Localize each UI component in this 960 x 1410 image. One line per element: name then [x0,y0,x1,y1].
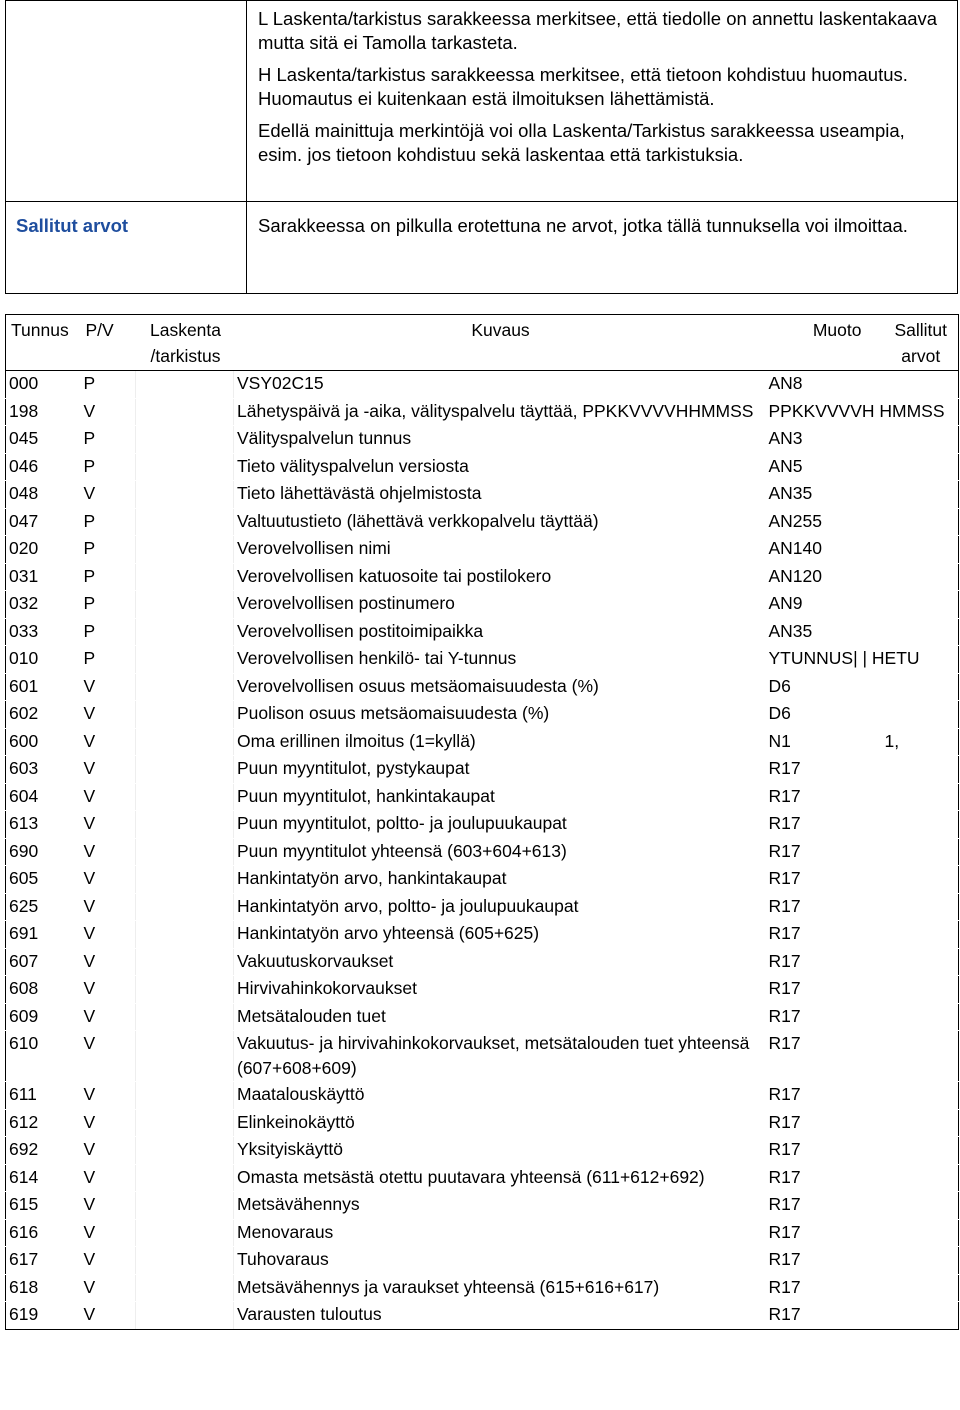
cell-pv: P [81,591,136,619]
cell-pv: P [81,508,136,536]
cell-kuvaus: Metsävähennys [234,1192,766,1220]
cell-muoto: AN9 [766,591,882,619]
cell-kuvaus: Verovelvollisen katuosoite tai postilokero [234,563,766,591]
cell-tunnus: 610 [6,1031,81,1082]
cell-tunnus: 613 [6,811,81,839]
cell-pv: P [81,563,136,591]
cell-tunnus: 048 [6,481,81,509]
cell-kuvaus: Tieto lähettävästä ohjelmistosta [234,481,766,509]
cell-tunnus: 032 [6,591,81,619]
cell-pv: V [81,1274,136,1302]
cell-sallitut [882,1164,959,1192]
cell-muoto: AN3 [766,426,882,454]
cell-kuvaus: Hankintatyön arvo, hankintakaupat [234,866,766,894]
cell-muoto: N1 [766,728,882,756]
cell-sallitut [882,618,959,646]
cell-kuvaus: Vakuutuskorvaukset [234,948,766,976]
cell-sallitut [882,783,959,811]
allowed-values-label: Sallitut arvot [16,215,129,236]
field-table-body [6,371,959,1330]
cell-tunnus: 616 [6,1219,81,1247]
cell-pv: P [81,453,136,481]
cell-kuvaus: Välityspalvelun tunnus [234,426,766,454]
cell-muoto: R17 [766,1031,882,1082]
header-muoto: Muoto [766,315,882,371]
table-row [6,673,959,701]
cell-pv: V [81,893,136,921]
cell-tunnus: 020 [6,536,81,564]
table-row [6,591,959,619]
cell-tunnus: 047 [6,508,81,536]
cell-muoto: R17 [766,921,882,949]
cell-muoto: R17 [766,1003,882,1031]
cell-pv: V [81,1219,136,1247]
cell-muoto: R17 [766,948,882,976]
cell-laskenta [136,563,234,591]
cell-muoto: R17 [766,811,882,839]
cell-laskenta [136,976,234,1004]
cell-laskenta [136,1192,234,1220]
note-multiple: Edellä mainittuja merkintöjä voi olla Laskenta/Tarkistus sarakkeessa useampia, esim. jos tietoon kohdistuu sekä laskentaa että tarkistuksia. [258,120,905,165]
cell-kuvaus: Vakuutus- ja hirvivahinkokorvaukset, metsätalouden tuet yhteensä (607+608+609) [234,1031,766,1082]
cell-laskenta [136,1247,234,1275]
table-row [6,948,959,976]
cell-sallitut [882,921,959,949]
cell-laskenta [136,1003,234,1031]
cell-pv: V [81,1003,136,1031]
cell-kuvaus: Hankintatyön arvo, poltto- ja joulupuukaupat [234,893,766,921]
table-row [6,866,959,894]
cell-laskenta [136,811,234,839]
cell-laskenta [136,921,234,949]
table-row [6,976,959,1004]
cell-sallitut [882,1274,959,1302]
cell-pv: V [81,838,136,866]
cell-sallitut [882,426,959,454]
cell-pv: V [81,756,136,784]
table-row [6,536,959,564]
cell-tunnus: 617 [6,1247,81,1275]
cell-sallitut [882,1219,959,1247]
cell-tunnus: 605 [6,866,81,894]
definitions-row-notes [6,1,958,202]
cell-laskenta [136,1082,234,1110]
cell-tunnus: 618 [6,1274,81,1302]
field-table [5,314,959,1330]
cell-kuvaus: Puun myyntitulot, poltto- ja joulupuukaupat [234,811,766,839]
cell-sallitut [882,563,959,591]
cell-tunnus: 600 [6,728,81,756]
allowed-values-label-cell [6,202,247,294]
cell-kuvaus: Valtuutustieto (lähettävä verkkopalvelu täyttää) [234,508,766,536]
table-row [6,508,959,536]
cell-sallitut [882,701,959,729]
table-row [6,1247,959,1275]
cell-tunnus: 614 [6,1164,81,1192]
header-kuvaus: Kuvaus [234,315,766,371]
definitions-row-allowed [6,202,958,294]
table-row [6,453,959,481]
cell-sallitut [882,673,959,701]
table-row [6,646,959,674]
cell-muoto: R17 [766,783,882,811]
cell-pv: V [81,976,136,1004]
table-row [6,481,959,509]
cell-pv: V [81,1302,136,1330]
cell-sallitut [882,893,959,921]
table-row [6,811,959,839]
cell-tunnus: 692 [6,1137,81,1165]
cell-tunnus: 609 [6,1003,81,1031]
cell-kuvaus: Oma erillinen ilmoitus (1=kyllä) [234,728,766,756]
cell-sallitut [882,756,959,784]
cell-pv: V [81,921,136,949]
cell-laskenta [136,481,234,509]
table-row [6,1192,959,1220]
cell-laskenta [136,728,234,756]
cell-sallitut [882,1003,959,1031]
cell-tunnus: 033 [6,618,81,646]
cell-kuvaus: Metsävähennys ja varaukset yhteensä (615+616+617) [234,1274,766,1302]
cell-laskenta [136,866,234,894]
table-row [6,1082,959,1110]
cell-kuvaus: Puun myyntitulot yhteensä (603+604+613) [234,838,766,866]
table-row [6,563,959,591]
cell-pv: P [81,426,136,454]
table-row [6,426,959,454]
cell-tunnus: 691 [6,921,81,949]
cell-tunnus: 608 [6,976,81,1004]
cell-muoto: R17 [766,1274,882,1302]
cell-muoto: AN8 [766,371,882,399]
cell-tunnus: 690 [6,838,81,866]
cell-pv: V [81,866,136,894]
cell-sallitut [882,1082,959,1110]
cell-sallitut [882,1031,959,1082]
table-row [6,921,959,949]
cell-pv: V [81,811,136,839]
cell-kuvaus: Verovelvollisen nimi [234,536,766,564]
cell-sallitut [882,811,959,839]
cell-pv: P [81,536,136,564]
cell-laskenta [136,1137,234,1165]
cell-laskenta [136,673,234,701]
cell-pv: V [81,673,136,701]
cell-sallitut [882,1192,959,1220]
cell-muoto: R17 [766,1302,882,1330]
table-row [6,1031,959,1082]
cell-tunnus: 010 [6,646,81,674]
cell-kuvaus: Metsätalouden tuet [234,1003,766,1031]
cell-laskenta [136,536,234,564]
cell-kuvaus: Hirvivahinkokorvaukset [234,976,766,1004]
cell-kuvaus: Verovelvollisen postitoimipaikka [234,618,766,646]
cell-pv: V [81,948,136,976]
cell-sallitut [882,591,959,619]
cell-tunnus: 604 [6,783,81,811]
cell-sallitut [882,1302,959,1330]
cell-muoto: D6 [766,701,882,729]
cell-tunnus: 031 [6,563,81,591]
cell-kuvaus: Tieto välityspalvelun versiosta [234,453,766,481]
header-tunnus: Tunnus [6,315,81,371]
table-row [6,1219,959,1247]
cell-pv: V [81,1164,136,1192]
cell-tunnus: 198 [6,398,81,426]
header-laskenta: Laskenta /tarkistus [136,315,234,371]
cell-pv: P [81,646,136,674]
cell-laskenta [136,1219,234,1247]
cell-pv: V [81,1082,136,1110]
cell-muoto: AN5 [766,453,882,481]
cell-tunnus: 612 [6,1109,81,1137]
cell-muoto: R17 [766,1082,882,1110]
cell-sallitut [882,866,959,894]
table-row [6,1302,959,1330]
cell-kuvaus: Puolison osuus metsäomaisuudesta (%) [234,701,766,729]
cell-tunnus: 046 [6,453,81,481]
cell-muoto: R17 [766,838,882,866]
cell-kuvaus: Tuhovaraus [234,1247,766,1275]
table-row [6,756,959,784]
table-row [6,838,959,866]
cell-muoto: AN35 [766,618,882,646]
cell-sallitut: 1, [882,728,959,756]
header-sallitut: Sallitut arvot [882,315,959,371]
cell-kuvaus: Hankintatyön arvo yhteensä (605+625) [234,921,766,949]
cell-muoto: R17 [766,1247,882,1275]
table-row [6,1274,959,1302]
cell-sallitut [882,536,959,564]
table-row [6,1137,959,1165]
cell-sallitut [882,508,959,536]
cell-sallitut [882,1109,959,1137]
cell-laskenta [136,701,234,729]
table-row [6,783,959,811]
cell-kuvaus: Verovelvollisen henkilö- tai Y-tunnus [234,646,766,674]
cell-muoto: R17 [766,893,882,921]
cell-sallitut [882,976,959,1004]
cell-muoto: R17 [766,1109,882,1137]
cell-laskenta [136,426,234,454]
cell-sallitut [882,838,959,866]
cell-tunnus: 607 [6,948,81,976]
cell-tunnus: 000 [6,371,81,399]
cell-kuvaus: Maatalouskäyttö [234,1082,766,1110]
cell-kuvaus: Elinkeinokäyttö [234,1109,766,1137]
cell-laskenta [136,371,234,399]
allowed-values-description: Sarakkeessa on pilkulla erotettuna ne arvot, jotka tällä tunnuksella voi ilmoittaa. [247,202,958,294]
cell-pv: V [81,1031,136,1082]
cell-pv: P [81,371,136,399]
cell-laskenta [136,838,234,866]
cell-pv: V [81,701,136,729]
cell-pv: V [81,481,136,509]
cell-tunnus: 045 [6,426,81,454]
cell-muoto: AN140 [766,536,882,564]
cell-kuvaus: Puun myyntitulot, pystykaupat [234,756,766,784]
table-row [6,618,959,646]
cell-sallitut [882,453,959,481]
cell-tunnus: 611 [6,1082,81,1110]
cell-sallitut [882,1247,959,1275]
cell-kuvaus: Puun myyntitulot, hankintakaupat [234,783,766,811]
cell-tunnus: 601 [6,673,81,701]
cell-muoto: D6 [766,673,882,701]
cell-laskenta [136,948,234,976]
cell-kuvaus: Verovelvollisen postinumero [234,591,766,619]
cell-kuvaus: VSY02C15 [234,371,766,399]
cell-pv: V [81,1247,136,1275]
cell-kuvaus: Menovaraus [234,1219,766,1247]
cell-laskenta [136,398,234,426]
cell-pv: P [81,618,136,646]
cell-tunnus: 625 [6,893,81,921]
cell-laskenta [136,783,234,811]
cell-laskenta [136,1302,234,1330]
cell-laskenta [136,1109,234,1137]
cell-laskenta [136,453,234,481]
cell-laskenta [136,618,234,646]
cell-pv: V [81,728,136,756]
cell-sallitut [882,1137,959,1165]
cell-kuvaus: Verovelvollisen osuus metsäomaisuudesta (%) [234,673,766,701]
cell-muoto: R17 [766,1137,882,1165]
cell-muoto: R17 [766,866,882,894]
definitions-table [5,0,958,294]
cell-pv: V [81,1192,136,1220]
cell-laskenta [136,1274,234,1302]
note-h: H Laskenta/tarkistus sarakkeessa merkitsee, että tietoon kohdistuu huomautus. Huomautus ei kuitenkaan estä ilmoituksen lähettämistä. [258,64,908,109]
cell-laskenta [136,756,234,784]
header-pv: P/V [81,315,136,371]
table-row [6,728,959,756]
cell-muoto: AN35 [766,481,882,509]
cell-laskenta [136,1031,234,1082]
cell-tunnus: 602 [6,701,81,729]
cell-muoto: PPKKVVVVH HMMSS [766,398,882,426]
table-row [6,1164,959,1192]
cell-sallitut [882,481,959,509]
table-row [6,893,959,921]
cell-pv: V [81,1109,136,1137]
cell-kuvaus: Varausten tuloutus [234,1302,766,1330]
cell-muoto: YTUNNUS| | HETU [766,646,882,674]
cell-muoto: R17 [766,1192,882,1220]
cell-muoto: R17 [766,756,882,784]
table-row [6,1003,959,1031]
cell-pv: V [81,783,136,811]
cell-sallitut [882,948,959,976]
cell-sallitut [882,371,959,399]
table-row [6,398,959,426]
cell-laskenta [136,1164,234,1192]
field-table-header [6,315,959,371]
cell-muoto: R17 [766,1219,882,1247]
cell-muoto: AN120 [766,563,882,591]
cell-laskenta [136,508,234,536]
cell-laskenta [136,591,234,619]
cell-kuvaus: Omasta metsästä otettu puutavara yhteensä (611+612+692) [234,1164,766,1192]
table-row [6,371,959,399]
cell-muoto: R17 [766,976,882,1004]
cell-muoto: R17 [766,1164,882,1192]
cell-muoto: AN255 [766,508,882,536]
table-row [6,701,959,729]
cell-kuvaus: Yksityiskäyttö [234,1137,766,1165]
cell-tunnus: 603 [6,756,81,784]
cell-laskenta [136,893,234,921]
note-l: L Laskenta/tarkistus sarakkeessa merkitsee, että tiedolle on annettu laskentakaava mutta sitä ei Tamolla tarkasteta. [258,8,938,53]
cell-laskenta [136,646,234,674]
cell-tunnus: 615 [6,1192,81,1220]
table-row [6,1109,959,1137]
definitions-label-cell-empty [6,1,247,202]
cell-kuvaus: Lähetyspäivä ja -aika, välityspalvelu täyttää, PPKKVVVVHHMMSS [234,398,766,426]
cell-tunnus: 619 [6,1302,81,1330]
cell-pv: V [81,1137,136,1165]
definitions-notes-cell [247,1,958,202]
cell-pv: V [81,398,136,426]
